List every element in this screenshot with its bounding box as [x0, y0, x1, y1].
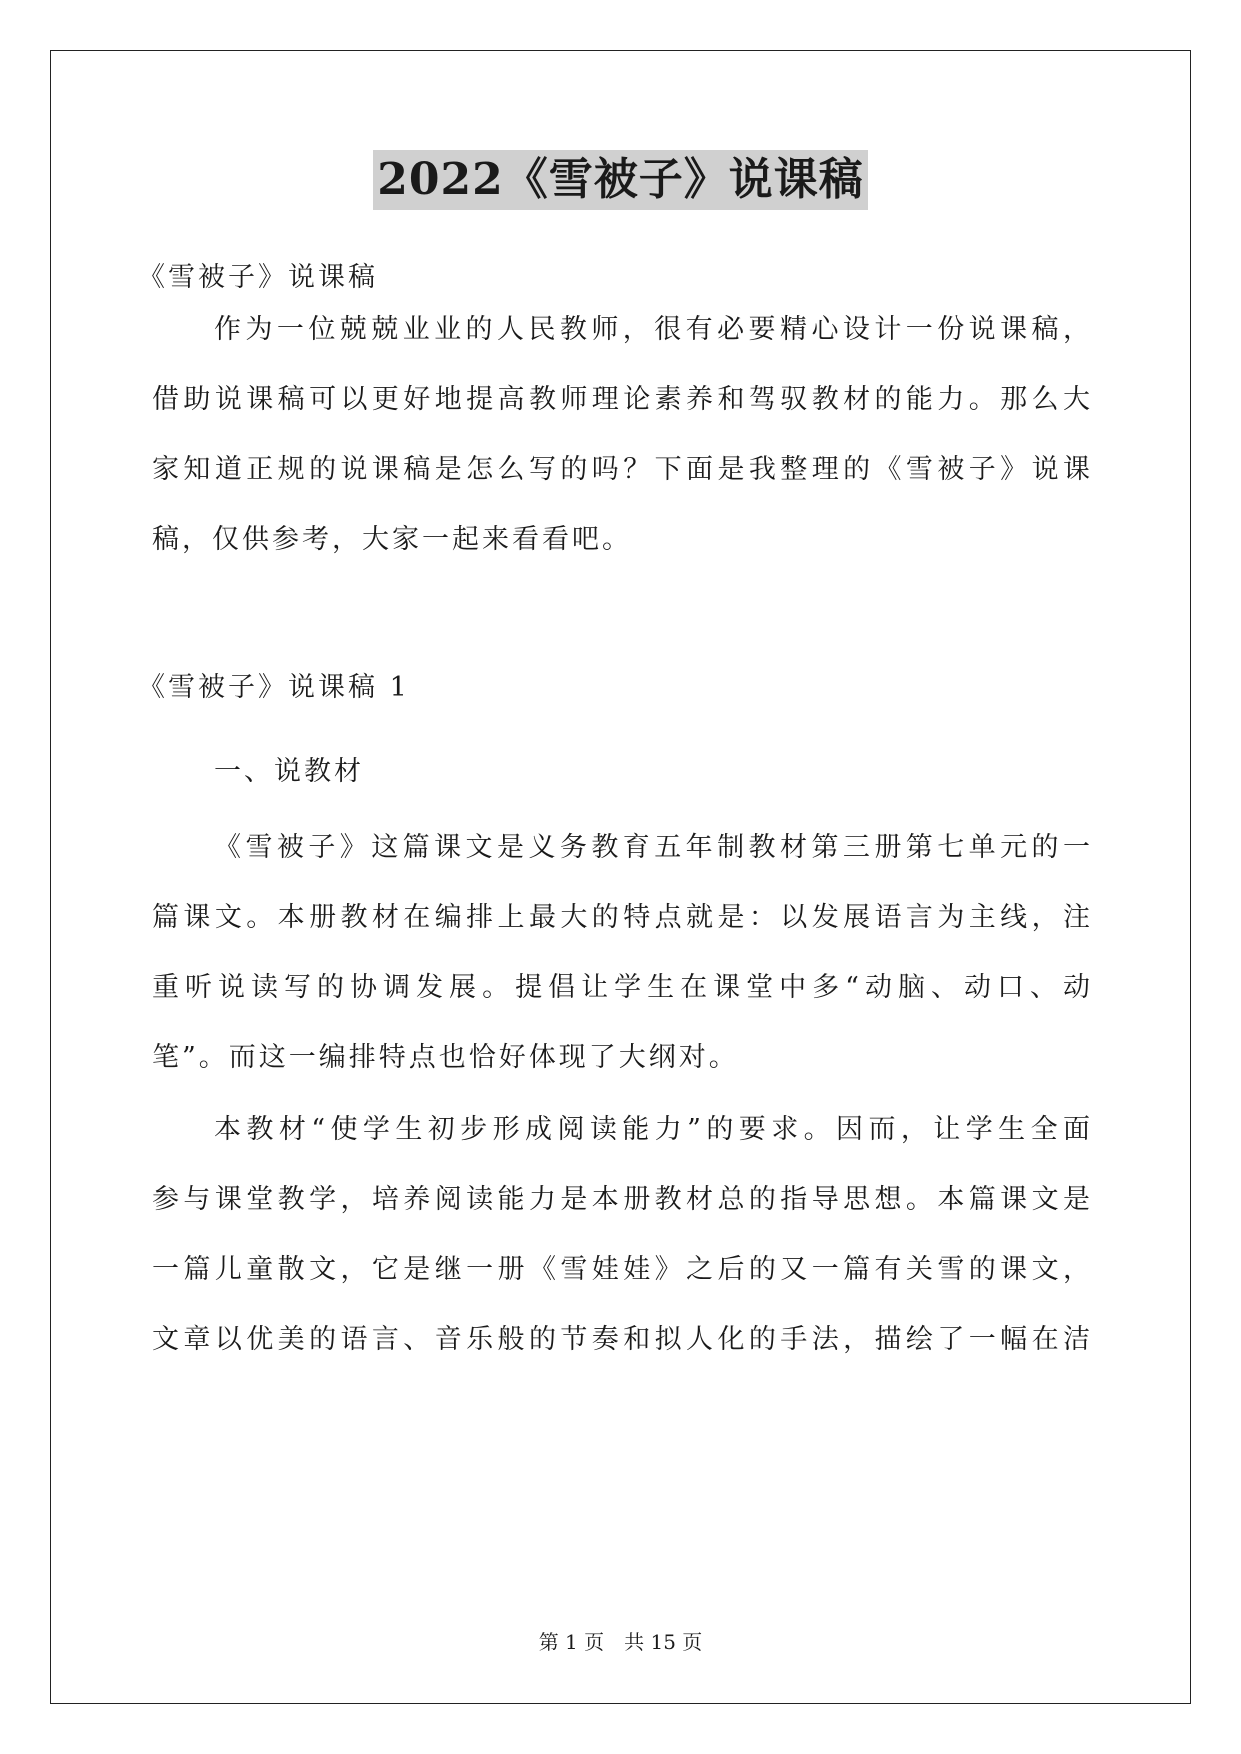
document-title: 2022《雪被子》说课稿 [373, 150, 867, 210]
section-heading: 《雪被子》说课稿 1 [138, 672, 410, 703]
paragraph-line: 篇课文。本册教材在编排上最大的特点就是：以发展语言为主线，注 [152, 902, 1090, 933]
paragraph-line: 家知道正规的说课稿是怎么写的吗？下面是我整理的《雪被子》说课 [152, 454, 1090, 485]
paragraph-line: 《雪被子》这篇课文是义务教育五年制教材第三册第七单元的一 [214, 832, 1090, 863]
paragraph-line: 参与课堂教学，培养阅读能力是本册教材总的指导思想。本篇课文是 [152, 1184, 1090, 1215]
paragraph-line: 稿，仅供参考，大家一起来看看吧。 [152, 524, 632, 555]
paragraph-line: 重听说读写的协调发展。提倡让学生在课堂中多“动脑、动口、动 [152, 972, 1090, 1003]
page-footer: 第 1 页 共 15 页 [538, 1630, 703, 1654]
page-border [50, 50, 1191, 1704]
paragraph-line: 笔”。而这一编排特点也恰好体现了大纲对。 [152, 1042, 739, 1073]
title-container [0, 150, 1241, 210]
subsection-heading: 一、说教材 [214, 756, 364, 787]
paragraph-line: 作为一位兢兢业业的人民教师，很有必要精心设计一份说课稿， [214, 314, 1090, 345]
section-heading: 《雪被子》说课稿 [138, 262, 378, 293]
paragraph-line: 一篇儿童散文，它是继一册《雪娃娃》之后的又一篇有关雪的课文， [152, 1254, 1090, 1285]
paragraph-line: 文章以优美的语言、音乐般的节奏和拟人化的手法，描绘了一幅在洁 [152, 1324, 1090, 1355]
paragraph-line: 借助说课稿可以更好地提高教师理论素养和驾驭教材的能力。那么大 [152, 384, 1090, 415]
paragraph-line: 本教材“使学生初步形成阅读能力”的要求。因而，让学生全面 [214, 1114, 1090, 1145]
